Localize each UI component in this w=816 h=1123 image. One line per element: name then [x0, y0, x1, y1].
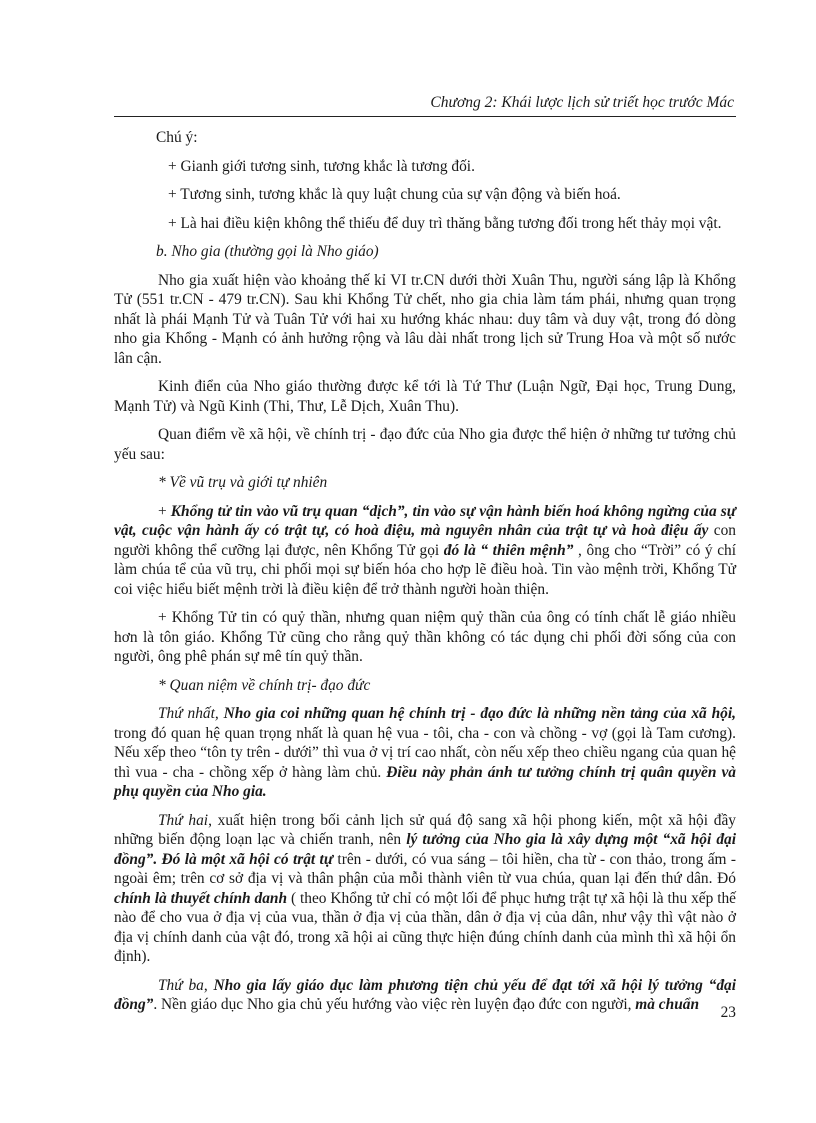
page-body [114, 128, 736, 1015]
paragraph-classics: Kinh điển của Nho giáo thường được kể tới là Tứ Thư (Luận Ngữ, Đại học, Trung Dung, Mạnh Tử) và Ngũ Kinh (Thi, Thư, Lễ Dịch, Xuân Thu). [114, 378, 736, 415]
running-header [114, 94, 736, 117]
chapter-title: Chương 2: Khái lược lịch sử triết học trước Mác [430, 94, 734, 111]
paragraph-first: Thứ nhất, Nho gia coi những quan hệ chính trị - đạo đức là những nền tảng của xã hội, trong đó quan hệ quan trọng nhất là quan hệ vua - tôi, cha - con và chồng - vợ (gọi là Tam cương). Nếu xếp theo “tôn ty trên - dưới” thì vua ở vị trí cao nhất, còn nếu xếp theo chiều ngang của quan hệ thì vua - cha - chồng xếp ở hàng làm chủ. Điều này phản ánh tư tưởng chính trị quân quyền và phụ quyền của Nho gia. [114, 705, 736, 800]
page-number: 23 [720, 1004, 736, 1021]
section-heading: b. Nho gia (thường gọi là Nho giáo) [156, 243, 379, 260]
paragraph-universe-1: + Khổng tử tin vào vũ trụ quan “dịch”, tin vào sự vận hành biến hoá không ngừng của sự vật, cuộc vận hành ấy có trật tự, có hoà điệu, mà nguyên nhân của trật tự và hoà điệu ấy con người không thể cưỡng lại được, nên Khổng Tử gọi đó là “ thiên mệnh” , ông cho “Trời” có ý chí làm chúa tể của vũ trụ, chi phối mọi sự biến hóa cho hợp lẽ điều hoà. Tin vào mệnh trời, Khổng Tử coi việc hiểu biết mệnh trời là điều kiện để trở thành người hoàn thiện. [114, 502, 737, 598]
note-item: + Là hai điều kiện không thể thiếu để duy trì thăng bằng tương đối trong hết thảy mọi vật. [168, 214, 722, 232]
paragraph-third: Thứ ba, Nho gia lấy giáo dục làm phương tiện chủ yếu để đạt tới xã hội lý tưởng “đại đồng”. Nền giáo dục Nho gia chủ yếu hướng vào việc rèn luyện đạo đức con người, mà chuẩn [114, 976, 736, 1013]
paragraph-universe-2: + Khổng Tử tin có quỷ thần, nhưng quan niệm quỷ thần của ông có tính chất lễ giáo nhiều hơn là tôn giáo. Khổng Tử cũng cho rằng quỷ thần không có tác dụng chi phối đời sống của con người, ông phê phán sự mê tín quỷ thần. [114, 609, 736, 665]
paragraph-second: Thứ hai, xuất hiện trong bối cảnh lịch sử quá độ sang xã hội phong kiến, một xã hội đầy những biến động loạn lạc và chiến tranh, nên lý tưởng của Nho gia là xây dựng một “xã hội đại đồng”. Đó là một xã hội có trật tự trên - dưới, có vua sáng – tôi hiền, cha từ - con thảo, trong ấm - ngoài êm; trên cơ sở địa vị và thân phận của mỗi thành viên từ vua chúa, quan lại đến thứ dân. Đó chính là thuyết chính danh ( theo Khổng tử chỉ có một lối để phục hưng trật tự xã hội là thu xếp thế nào để cho vua ở địa vị của vua, thần ở địa vị của thần, dân ở địa vị của dân, như vậy thì vật nào ở địa vị chính danh của vật đó, trong xã hội ai cũng thực hiện đúng chính danh của mình thì xã hội ổn định). [114, 811, 737, 965]
subheading-universe: * Về vũ trụ và giới tự nhiên [158, 474, 328, 491]
subheading-politics: * Quan niệm về chính trị- đạo đức [158, 676, 371, 694]
note-label: Chú ý: [156, 129, 198, 146]
paragraph-views: Quan điểm về xã hội, về chính trị - đạo đức của Nho gia được thể hiện ở những tư tưởng chủ yếu sau: [114, 426, 736, 463]
note-item: + Gianh giới tương sinh, tương khắc là tương đối. [168, 157, 475, 175]
note-item: + Tương sinh, tương khắc là quy luật chung của sự vận động và biến hoá. [168, 186, 621, 203]
paragraph-intro: Nho gia xuất hiện vào khoảng thế kỉ VI tr.CN dưới thời Xuân Thu, người sáng lập là Khổng Tử (551 tr.CN - 479 tr.CN). Sau khi Khổng Tử chết, nho gia chia làm tám phái, nhưng quan trọng nhất là phái Mạnh Tử và Tuân Tử với hai xu hướng khác nhau: duy tâm và duy vật, trong đó dòng nho gia Khổng - Mạnh có ảnh hưởng rộng và lâu dài nhất trong lịch sử Trung Hoa và một số nước lân cận. [114, 271, 736, 367]
